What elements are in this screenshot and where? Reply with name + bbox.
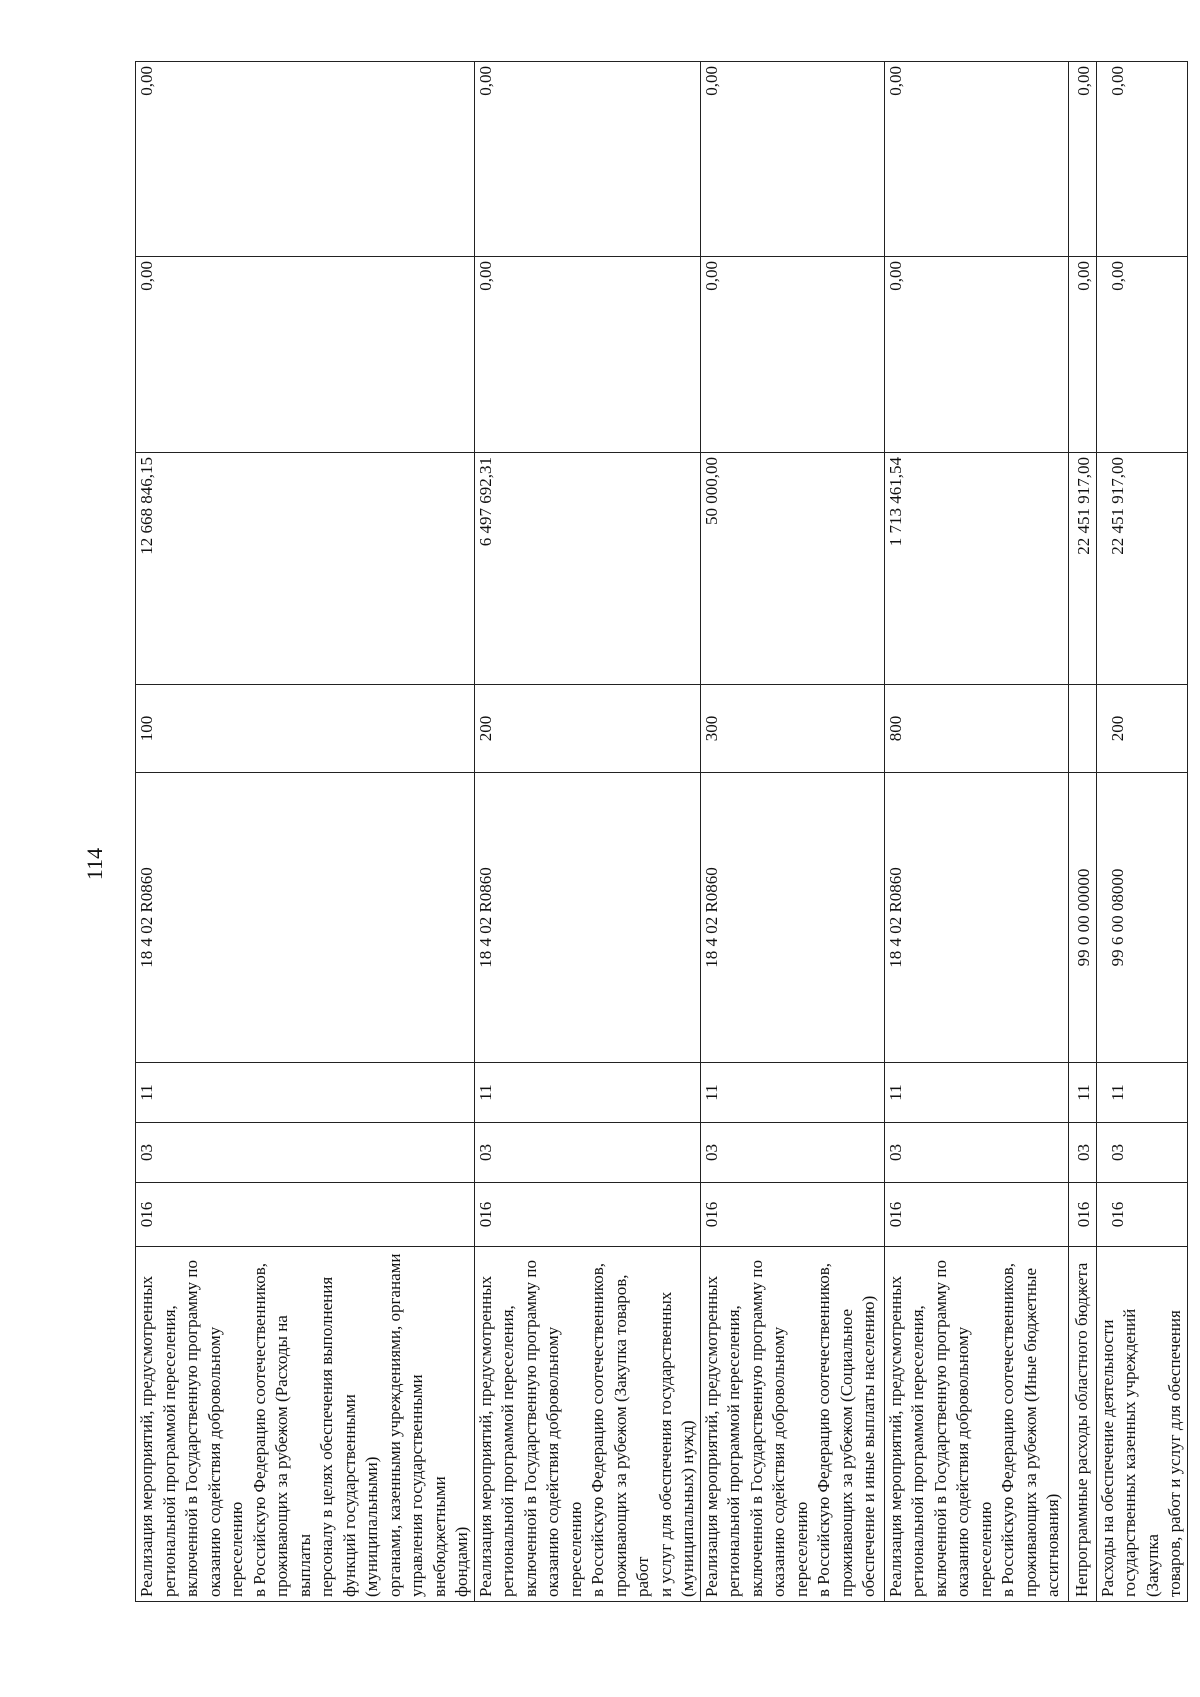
table-row	[136, 62, 475, 1602]
row-description: Реализация мероприятий, предусмотренных региональной программой переселения, включенной в Государственную программу по оказанию содействия добровольному переселению в Российскую Федерацию соотечественников, проживающих за рубежом (Социальное обеспечение и иные выплаты населению)	[700, 1247, 884, 1602]
expense-type-code: 200	[1096, 685, 1187, 773]
table-row	[474, 62, 700, 1602]
amount-value: 50 000,00	[700, 453, 884, 685]
ministry-code: 016	[136, 1183, 475, 1247]
ministry-code: 016	[474, 1183, 700, 1247]
amount2-value: 0,00	[1096, 257, 1187, 453]
amount2-value: 0,00	[700, 257, 884, 453]
amount2-value: 0,00	[884, 257, 1068, 453]
table-row	[884, 62, 1068, 1602]
section-code: 03	[474, 1123, 700, 1183]
amount3-value: 0,00	[884, 62, 1068, 257]
subsection-code: 11	[1096, 1063, 1187, 1123]
subsection-code: 11	[884, 1063, 1068, 1123]
target-article-code: 18 4 02 R0860	[474, 773, 700, 1063]
expense-type-code: 800	[884, 685, 1068, 773]
target-article-code: 99 6 00 08000	[1096, 773, 1187, 1063]
target-article-code: 18 4 02 R0860	[884, 773, 1068, 1063]
target-article-code: 18 4 02 R0860	[700, 773, 884, 1063]
target-article-code: 99 0 00 00000	[1068, 773, 1096, 1063]
row-description: Непрограммные расходы областного бюджета	[1068, 1247, 1096, 1602]
subsection-code: 11	[700, 1063, 884, 1123]
expense-type-code	[1068, 685, 1096, 773]
subsection-code: 11	[1068, 1063, 1096, 1123]
amount-value: 12 668 846,15	[136, 453, 475, 685]
expense-type-code: 200	[474, 685, 700, 773]
rotated-table-container	[135, 62, 1184, 1602]
amount-value: 6 497 692,31	[474, 453, 700, 685]
expense-type-code: 300	[700, 685, 884, 773]
amount-value: 1 713 461,54	[884, 453, 1068, 685]
amount-value: 22 451 917,00	[1068, 453, 1096, 685]
amount2-value: 0,00	[1068, 257, 1096, 453]
amount3-value: 0,00	[1096, 62, 1187, 257]
row-description: Реализация мероприятий, предусмотренных региональной программой переселения, включенной в Государственную программу по оказанию содействия добровольному переселению в Российскую Федерацию соотечественников, проживающих за рубежом (Закупка товаров, работ и услуг для обеспечения государственных (муниципальных) нужд)	[474, 1247, 700, 1602]
expense-type-code: 100	[136, 685, 475, 773]
table-row	[1096, 62, 1187, 1602]
amount2-value: 0,00	[136, 257, 475, 453]
section-code: 03	[700, 1123, 884, 1183]
amount3-value: 0,00	[136, 62, 475, 257]
subsection-code: 11	[474, 1063, 700, 1123]
budget-table	[135, 61, 1188, 1602]
table-row	[1068, 62, 1096, 1602]
table-row	[700, 62, 884, 1602]
budget-table-wrapper	[135, 62, 1184, 1602]
row-description: Расходы на обеспечение деятельности государственных казенных учреждений (Закупка товаров, работ и услуг для обеспечения	[1096, 1247, 1187, 1602]
row-description: Реализация мероприятий, предусмотренных региональной программой переселения, включенной в Государственную программу по оказанию содействия добровольному переселению в Российскую Федерацию соотечественников, проживающих за рубежом (Иные бюджетные ассигнования)	[884, 1247, 1068, 1602]
amount2-value: 0,00	[474, 257, 700, 453]
amount3-value: 0,00	[1068, 62, 1096, 257]
subsection-code: 11	[136, 1063, 475, 1123]
section-code: 03	[884, 1123, 1068, 1183]
ministry-code: 016	[1096, 1183, 1187, 1247]
page-number	[80, 846, 110, 882]
ministry-code: 016	[1068, 1183, 1096, 1247]
section-code: 03	[1068, 1123, 1096, 1183]
section-code: 03	[1096, 1123, 1187, 1183]
page-number-text: 114	[82, 847, 107, 881]
amount-value: 22 451 917,00	[1096, 453, 1187, 685]
amount3-value: 0,00	[700, 62, 884, 257]
section-code: 03	[136, 1123, 475, 1183]
row-description: Реализация мероприятий, предусмотренных региональной программой переселения, включенной в Государственную программу по оказанию содействия добровольному переселению в Российскую Федерацию соотечественников, проживающих за рубежом (Расходы на выплаты персоналу в целях обеспечения выполнения функций государственными (муниципальными) органами, казенными учреждениями, органами управления государственными внебюджетными фондами)	[136, 1247, 475, 1602]
ministry-code: 016	[884, 1183, 1068, 1247]
ministry-code: 016	[700, 1183, 884, 1247]
target-article-code: 18 4 02 R0860	[136, 773, 475, 1063]
amount3-value: 0,00	[474, 62, 700, 257]
